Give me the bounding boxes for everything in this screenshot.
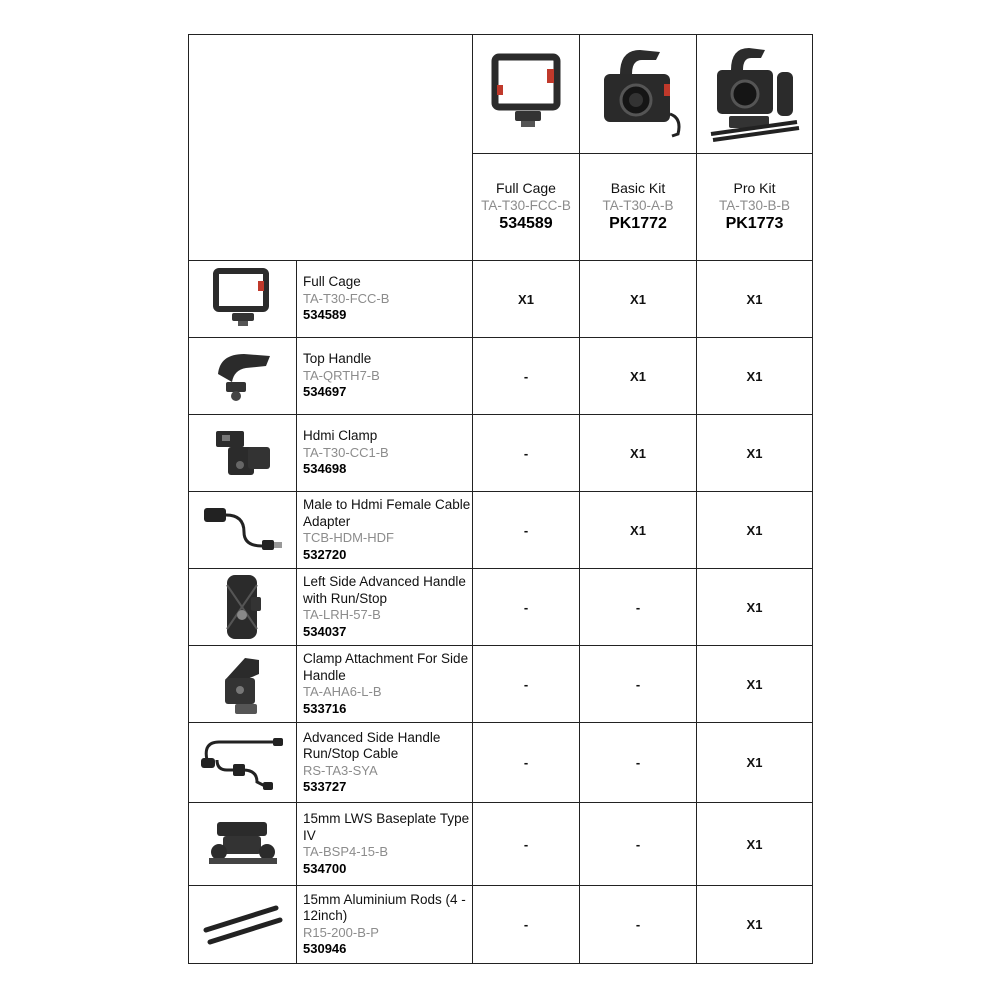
header-image-basic-kit <box>580 35 697 154</box>
product-code: R15-200-B-P <box>303 924 379 940</box>
product-sku: 530946 <box>303 941 347 956</box>
product-name: Top Handle <box>303 351 372 367</box>
table-row <box>189 261 813 338</box>
product-info <box>297 886 473 964</box>
product-code: TCB-HDM-HDF <box>303 530 394 545</box>
qty-basic-kit: - <box>580 646 697 723</box>
table-row <box>189 415 813 492</box>
table-row <box>189 886 813 964</box>
product-thumb <box>189 723 297 803</box>
product-code: TA-T30-CC1-B <box>303 444 389 460</box>
qty-pro-kit: X1 <box>697 803 813 886</box>
qty-full-cage: X1 <box>473 261 580 338</box>
product-code: TA-AHA6-L-B <box>303 684 382 699</box>
qty-pro-kit: X1 <box>697 886 813 964</box>
qty-pro-kit: X1 <box>697 646 813 723</box>
rods-image <box>200 900 286 950</box>
basic-kit-image <box>590 44 686 144</box>
full-cage-image <box>481 49 571 139</box>
qty-basic-kit: X1 <box>580 415 697 492</box>
product-name: Clamp Attachment For Side Handle <box>303 651 469 683</box>
qty-full-cage: - <box>473 338 580 415</box>
column-name: Basic Kit <box>610 180 666 196</box>
product-sku: 534700 <box>303 860 347 876</box>
pro-kit-image <box>705 44 805 144</box>
product-info <box>297 261 473 338</box>
full-cage-image <box>208 267 278 331</box>
product-name: Left Side Advanced Handle with Run/Stop <box>303 574 466 606</box>
product-sku: 534698 <box>303 461 347 477</box>
product-info <box>297 492 473 569</box>
table-row <box>189 492 813 569</box>
product-name: 15mm LWS Baseplate Type IV <box>303 811 470 843</box>
product-code: TA-BSP4-15-B <box>303 844 389 859</box>
column-sku: PK1773 <box>725 215 784 232</box>
qty-full-cage: - <box>473 415 580 492</box>
column-header-basic-kit <box>580 154 697 261</box>
qty-full-cage: - <box>473 803 580 886</box>
baseplate-image <box>201 812 285 876</box>
kit-comparison-table <box>188 34 813 964</box>
product-name: Advanced Side Handle Run/Stop Cable <box>303 729 441 761</box>
product-sku: 533716 <box>303 700 347 716</box>
product-code: TA-LRH-57-B <box>303 607 381 622</box>
column-header-pro-kit <box>697 154 813 261</box>
product-thumb <box>189 803 297 886</box>
product-info <box>297 646 473 723</box>
product-sku: 533727 <box>303 779 347 794</box>
qty-basic-kit: - <box>580 723 697 803</box>
column-header-full-cage <box>473 154 580 261</box>
product-info <box>297 338 473 415</box>
qty-full-cage: - <box>473 723 580 803</box>
header-corner-cell <box>189 35 473 261</box>
table-row <box>189 646 813 723</box>
product-thumb <box>189 569 297 646</box>
product-thumb <box>189 338 297 415</box>
top-handle-image <box>208 346 278 406</box>
product-code: TA-QRTH7-B <box>303 367 380 383</box>
product-name: Hdmi Clamp <box>303 428 378 444</box>
product-thumb <box>189 415 297 492</box>
header-image-full-cage <box>473 35 580 154</box>
qty-full-cage: - <box>473 646 580 723</box>
qty-pro-kit: X1 <box>697 723 813 803</box>
product-sku: 534589 <box>303 307 347 323</box>
table-row <box>189 338 813 415</box>
column-code: TA-T30-A-B <box>602 198 674 213</box>
product-info <box>297 723 473 803</box>
qty-full-cage: - <box>473 886 580 964</box>
qty-basic-kit: - <box>580 569 697 646</box>
product-code: RS-TA3-SYA <box>303 762 378 778</box>
column-sku: PK1772 <box>609 215 667 232</box>
column-code: TA-T30-B-B <box>718 198 790 213</box>
product-code: TA-T30-FCC-B <box>303 290 390 306</box>
qty-basic-kit: X1 <box>580 492 697 569</box>
column-name: Pro Kit <box>733 180 776 196</box>
qty-pro-kit: X1 <box>697 569 813 646</box>
qty-full-cage: - <box>473 569 580 646</box>
qty-basic-kit: X1 <box>580 338 697 415</box>
qty-pro-kit: X1 <box>697 261 813 338</box>
table-row <box>189 723 813 803</box>
product-thumb <box>189 261 297 338</box>
qty-basic-kit: - <box>580 803 697 886</box>
product-info <box>297 803 473 886</box>
qty-basic-kit: X1 <box>580 261 697 338</box>
hdmi-clamp-image <box>208 425 278 481</box>
column-name: Full Cage <box>496 180 556 196</box>
product-thumb <box>189 646 297 723</box>
qty-full-cage: - <box>473 492 580 569</box>
qty-pro-kit: X1 <box>697 415 813 492</box>
clamp-attachment-image <box>211 650 275 718</box>
run-stop-cable-image <box>197 730 289 796</box>
product-name: 15mm Aluminium Rods (4 - 12inch) <box>303 891 466 923</box>
qty-pro-kit: X1 <box>697 338 813 415</box>
product-sku: 534037 <box>303 623 347 639</box>
column-sku: 534589 <box>499 215 553 232</box>
table-row <box>189 803 813 886</box>
product-info <box>297 415 473 492</box>
hdmi-adapter-cable-image <box>200 500 286 560</box>
header-image-pro-kit <box>697 35 813 154</box>
product-name: Male to Hdmi Female Cable Adapter <box>303 497 471 529</box>
qty-basic-kit: - <box>580 886 697 964</box>
header-image-row <box>189 35 813 154</box>
table-row <box>189 569 813 646</box>
product-name: Full Cage <box>303 274 361 290</box>
product-sku: 532720 <box>303 546 347 562</box>
product-sku: 534697 <box>303 384 347 400</box>
side-handle-image <box>213 571 273 643</box>
product-info <box>297 569 473 646</box>
qty-pro-kit: X1 <box>697 492 813 569</box>
column-code: TA-T30-FCC-B <box>481 198 571 213</box>
product-thumb <box>189 886 297 964</box>
product-thumb <box>189 492 297 569</box>
